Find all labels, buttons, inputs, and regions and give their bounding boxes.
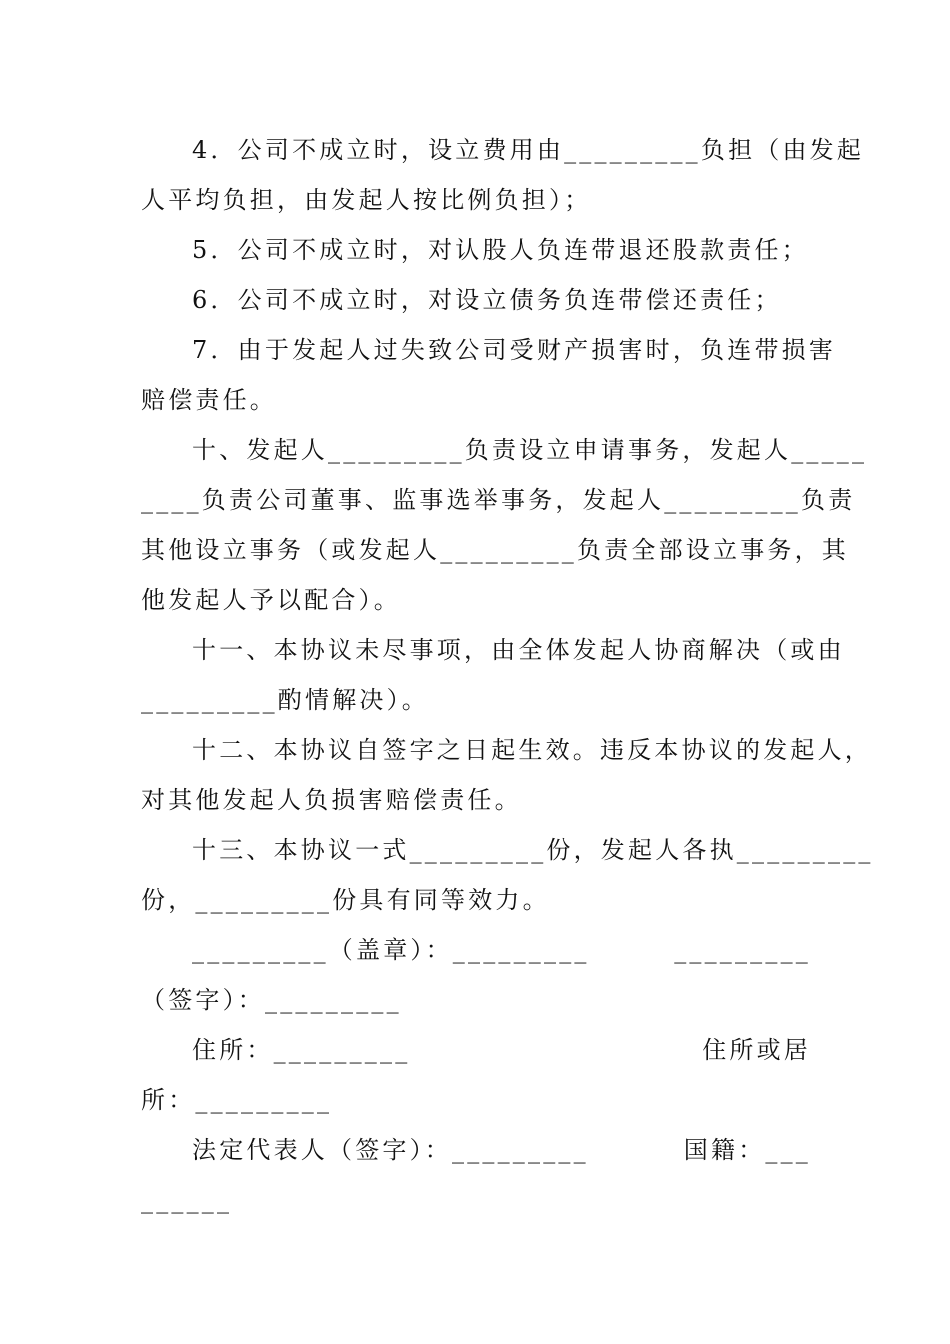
address-left: 住所：_________ xyxy=(192,1036,411,1064)
article-10-line-1: 十、发起人_________负责设立申请事务，发起人_____ xyxy=(192,436,868,464)
clause-4-line-1: 4．公司不成立时，设立费用由_________负担（由发起 xyxy=(192,136,865,164)
address-row xyxy=(192,1030,811,1070)
address-continued: 所：_________ xyxy=(141,1086,333,1114)
clause-7-line-2: 赔偿责任。 xyxy=(141,386,277,414)
article-11-line-2: _________酌情解决）。 xyxy=(141,686,429,714)
article-10-line-3: 其他设立事务（或发起人_________负责全部设立事务，其 xyxy=(141,536,849,564)
article-12-line-2: 对其他发起人负损害赔偿责任。 xyxy=(141,786,522,814)
clause-7-line-1: 7．由于发起人过失致公司受财产损害时，负连带损害 xyxy=(192,336,837,364)
nationality-label: 国籍：___ xyxy=(683,1136,811,1164)
seal-right: _________ xyxy=(674,936,811,964)
article-13-line-2: 份，_________份具有同等效力。 xyxy=(141,886,550,914)
representative-left: 法定代表人（签字）：_________ xyxy=(192,1136,589,1164)
address-right: 住所或居 xyxy=(702,1036,811,1064)
clause-4-line-2: 人平均负担，由发起人按比例负担）； xyxy=(141,186,592,214)
seal-left: _________（盖章）：_________ xyxy=(192,936,590,964)
clause-5: 5．公司不成立时，对认股人负连带退还股款责任； xyxy=(192,236,809,264)
article-10-line-4: 他发起人予以配合）。 xyxy=(141,586,401,614)
article-13-line-1: 十三、本协议一式_________份，发起人各执_________ xyxy=(192,836,874,864)
article-10-line-2: ____负责公司董事、监事选举事务，发起人_________负责 xyxy=(141,486,856,514)
sign-line: （签字）：_________ xyxy=(141,986,402,1014)
article-12-line-1: 十二、本协议自签字之日起生效。违反本协议的发起人， xyxy=(192,736,872,764)
article-11-line-1: 十一、本协议未尽事项，由全体发起人协商解决（或由 xyxy=(192,636,845,664)
clause-6: 6．公司不成立时，对设立债务负连带偿还责任； xyxy=(192,286,782,314)
representative-row xyxy=(192,1130,811,1170)
nationality-continued: ______ xyxy=(141,1186,233,1214)
seal-row xyxy=(192,930,811,970)
